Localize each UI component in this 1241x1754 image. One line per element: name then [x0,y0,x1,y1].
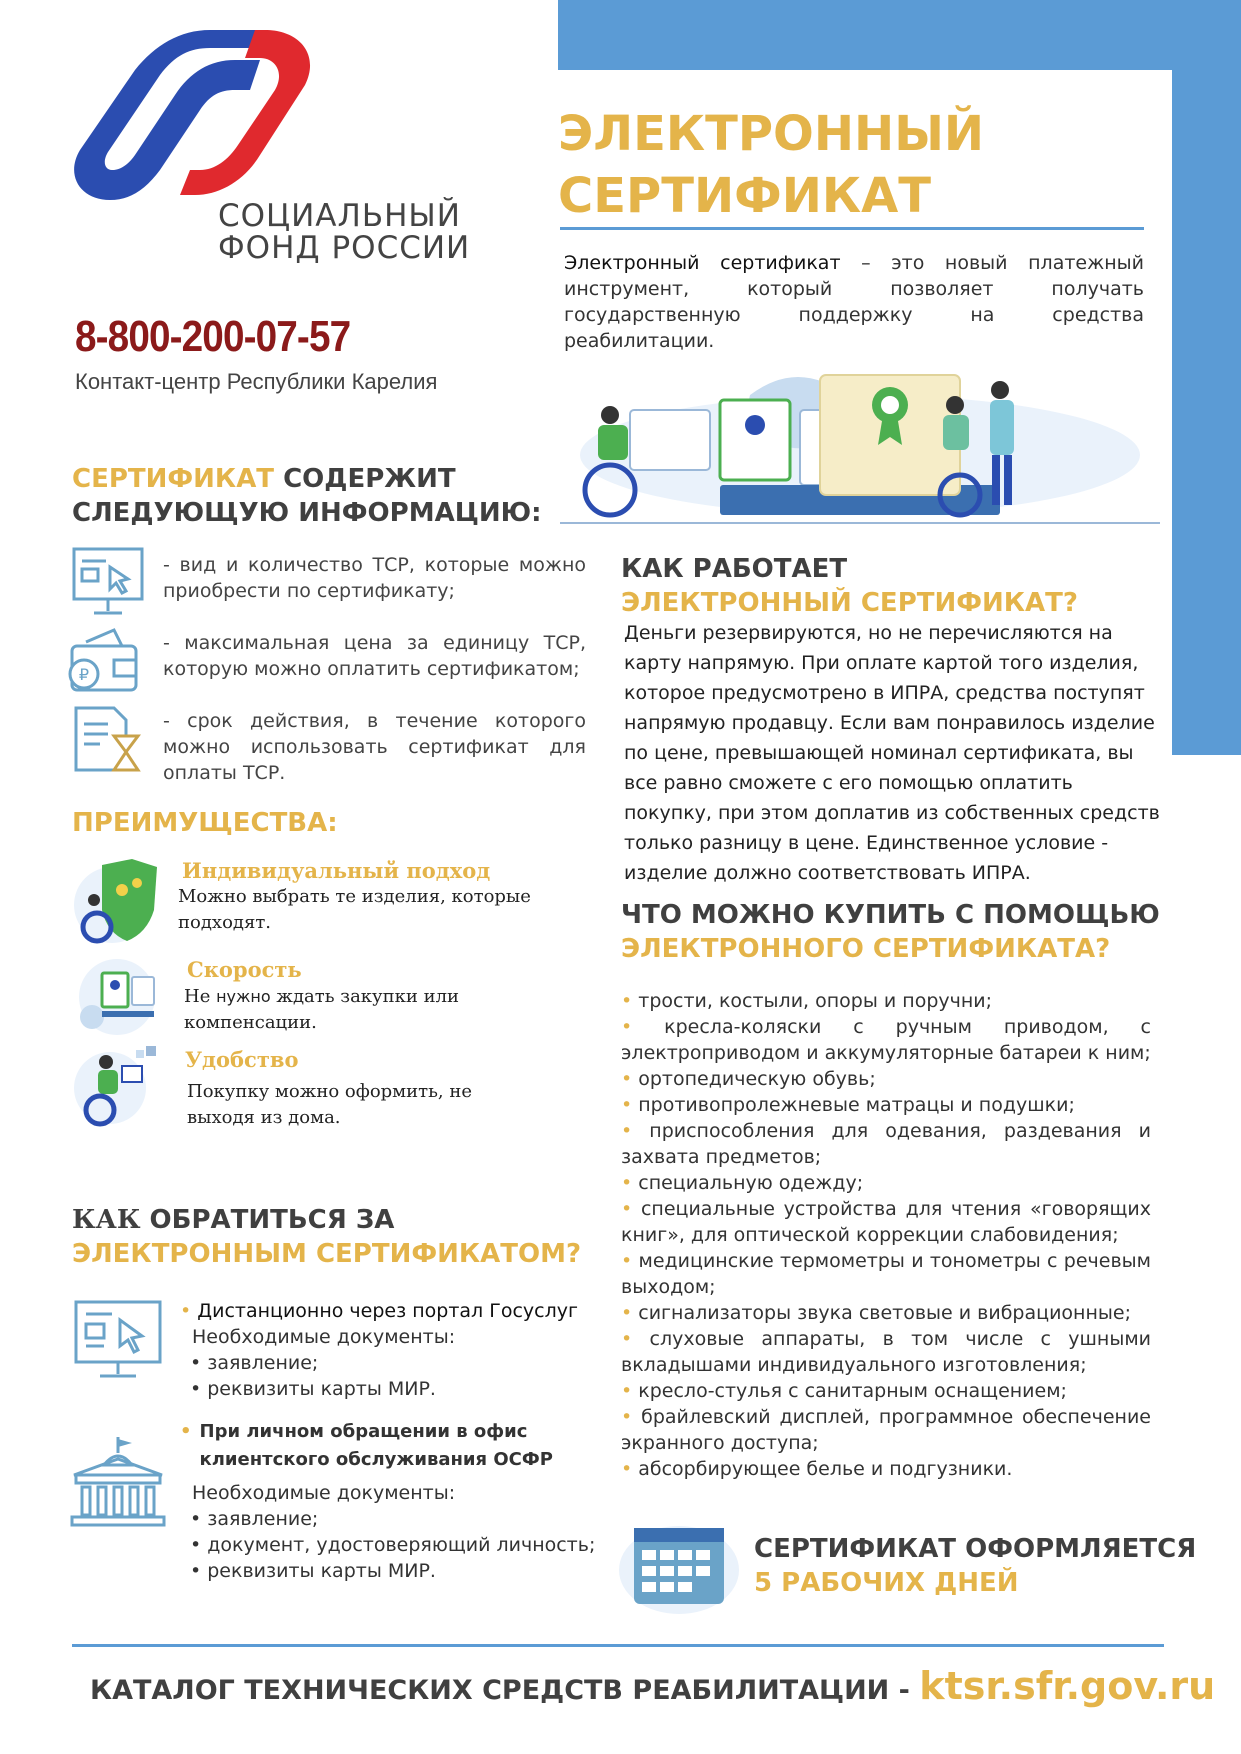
list-item: • ортопедическую обувь; [621,1068,876,1090]
list-item: • медицинские термометры и тонометры с речевым выходом; [621,1250,1151,1298]
list-item: • трости, костыли, опоры и поручни; [621,990,993,1012]
list-item: • специальную одежду; [621,1172,864,1194]
advantages-heading: ПРЕИМУЩЕСТВА: [72,808,338,838]
government-building-icon [68,1435,168,1531]
blue-frame-top [558,0,1241,70]
advantage-title-2: Скорость [187,957,302,982]
apply-office-block: • При личном обращении в офис клиентского обслуживания ОСФР Необходимые документы: • заявление; • документ, удостоверяющий личность; • реквизиты карты МИР. [180,1421,596,1582]
intro-paragraph: Электронный сертификат – это новый платежный инструмент, который позволяет получать государственную поддержку на средства реабилитации. [564,252,1144,352]
advantage-text-1: Можно выбрать те изделия, которые подходят. [178,886,531,933]
svg-text:₽: ₽ [78,665,90,684]
advantage-text-2: Не нужно ждать закупки или компенсации. [184,986,460,1033]
logo-wordmark: СОЦИАЛЬНЫЙ ФОНД РОССИИ [218,198,471,266]
what-buy-list [621,988,1151,1482]
catalog-link[interactable]: ktsr.sfr.gov.ru [919,1664,1216,1708]
apply-heading: КАК ОБРАТИТЬСЯ ЗА ЭЛЕКТРОННЫМ СЕРТИФИКАТОМ? [72,1205,582,1269]
list-item: • сигнализаторы звука световые и вибрационные; [621,1302,1131,1324]
contains-item-1: - вид и количество ТСР, которые можно приобрести по сертификату; [163,554,586,602]
footer: КАТАЛОГ ТЕХНИЧЕСКИХ СРЕДСТВ РЕАБИЛИТАЦИИ - ktsr.sfr.gov.ru [90,1664,1216,1708]
how-works-text: Деньги резервируются, но не перечисляются на карту напрямую. При оплате картой того изделия, которое предусмотрено в ИПРА, средства поступят напрямую продавцу. Если вам понравилось изделие по цене, превышающей номинал сертификата, вы все равно сможете с его помощью оплатить покупку, при этом доплатив из собственных средств только разницу в цене. Единственное условие - изделие должно соответствовать ИПРА. [624,622,1160,884]
document-hourglass-icon [70,700,146,776]
list-item: • кресла-коляски с ручным приводом, с электроприводом и аккумуляторные батареи к ним; [621,1016,1151,1064]
wallet-ruble-icon [66,624,142,700]
contains-item-3: - срок действия, в течение которого можно использовать сертификат для оплаты ТСР. [163,710,586,784]
list-item: • противопролежневые матрацы и подушки; [621,1094,1075,1116]
how-works-heading: КАК РАБОТАЕТ ЭЛЕКТРОННЫЙ СЕРТИФИКАТ? [621,554,1078,618]
footer-divider [72,1644,1164,1647]
deadline-note: СЕРТИФИКАТ ОФОРМЛЯЕТСЯ 5 РАБОЧИХ ДНЕЙ [754,1534,1197,1598]
blue-frame-right [1172,0,1241,755]
list-item: • слуховые аппараты, в том числе с ушными вкладышами индивидуального изготовления; [621,1328,1152,1376]
list-item: • приспособления для одевания, раздевания и захвата предметов; [621,1120,1151,1168]
list-item: • абсорбирующее белье и подгузники. [621,1458,1013,1480]
remote-user-icon [70,1040,170,1130]
monitor-cursor-icon [70,545,146,621]
sfr-logo-icon [60,10,330,230]
contains-heading: СЕРТИФИКАТ СОДЕРЖИТ СЛЕДУЮЩУЮ ИНФОРМАЦИЮ: [72,464,542,528]
contact-center-label: Контакт-центр Республики Карелия [75,369,438,394]
gosuslugi-monitor-icon [72,1298,164,1382]
speed-documents-icon [72,955,172,1040]
shield-wheelchair-icon [72,855,172,945]
list-item: • специальные устройства для чтения «говорящих книг», для оптической коррекции слабовидения; [621,1198,1151,1246]
hero-illustration-icon [560,355,1160,530]
list-item: • кресло-стулья с санитарным оснащением; [621,1380,1067,1402]
title-divider [560,227,1144,230]
advantage-title-3: Удобство [185,1047,299,1072]
advantage-title-1: Индивидуальный подход [182,858,491,883]
list-item: • брайлевский дисплей, программное обеспечение экранного доступа; [621,1406,1151,1454]
apply-online-block: • Дистанционно через портал Госуслуг Необходимые документы: • заявление; • реквизиты карты МИР. [180,1300,578,1400]
page-title: ЭЛЕКТРОННЫЙ СЕРТИФИКАТ [558,106,985,224]
calendar-icon [616,1520,742,1616]
what-buy-heading: ЧТО МОЖНО КУПИТЬ С ПОМОЩЬЮ ЭЛЕКТРОННОГО СЕРТИФИКАТА? [621,900,1160,964]
advantage-text-3: Покупку можно оформить, не выходя из дома. [187,1081,473,1128]
phone-number[interactable]: 8-800-200-07-57 [75,312,351,361]
contains-item-2: - максимальная цена за единицу ТСР, которую можно оплатить сертификатом; [163,632,586,680]
